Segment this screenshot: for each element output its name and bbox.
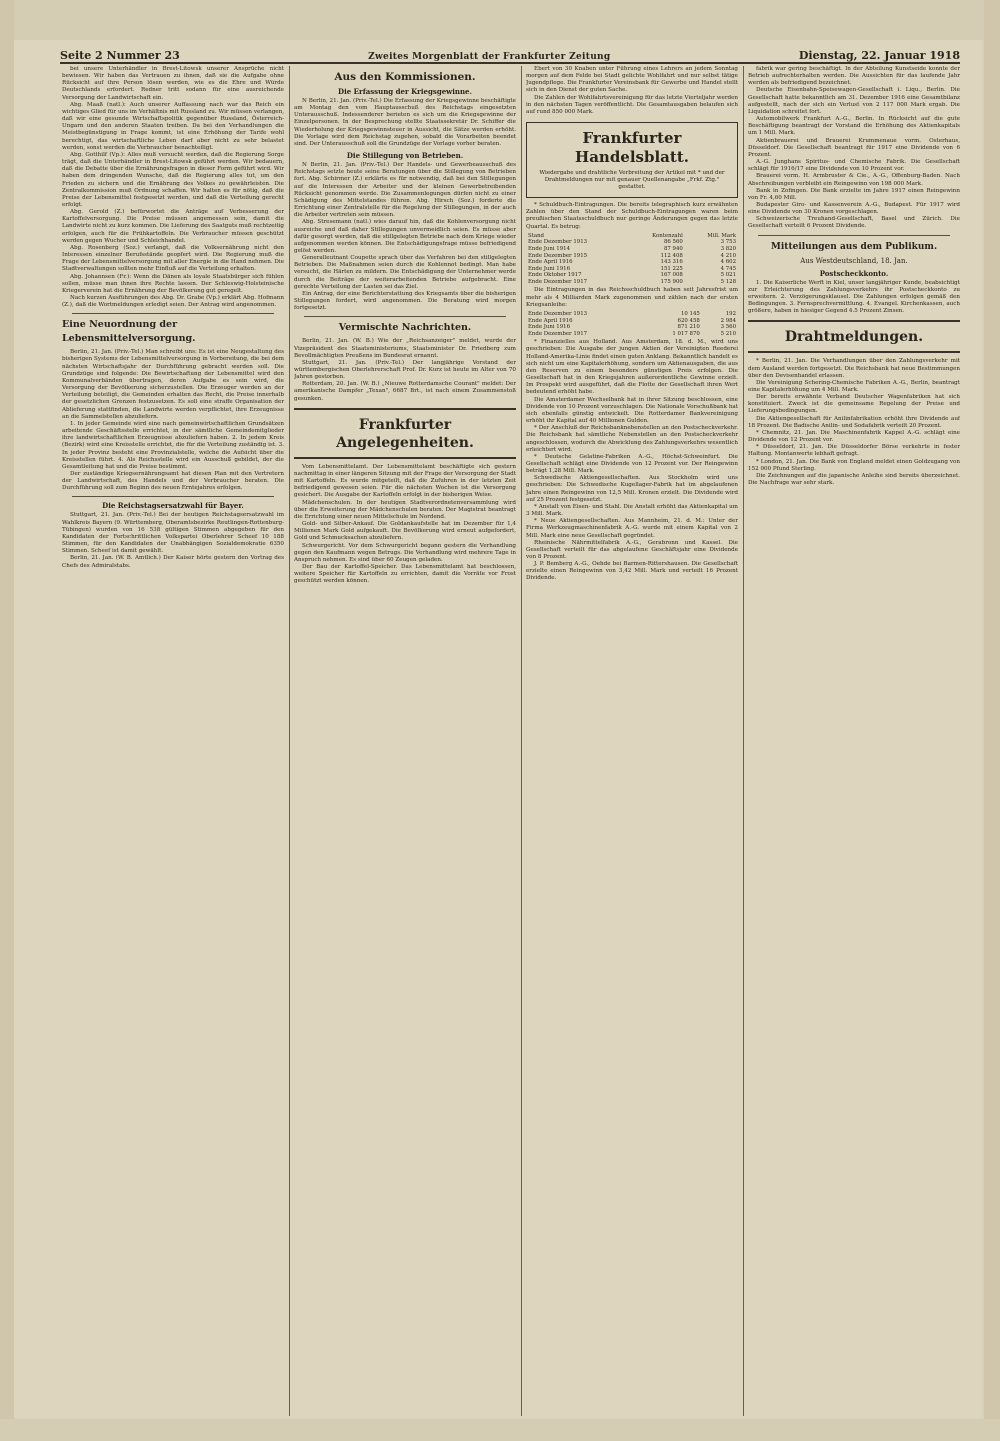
headline-mitteilungen: Mitteilungen aus dem Publikum. [770, 241, 938, 252]
table-cell: 167 008 [660, 272, 683, 279]
article-paragraph: Die Eintragungen in das Reichsschuldbuch haben seit Jahresfrist um mehr als 4 Milliarden Mark zugenommen und zählen nach der ersten Kriegsanleihe: [526, 287, 738, 308]
article-paragraph: * Finanzielles aus Holland. Aus Amsterdam, 18. d. M., wird uns geschrieben: Die Ausgabe der jungen Aktien der Vereinigten Reederei Holland-Amerika-Linie findet einen guten Anklang. Bekanntlich handelt es sich nicht um eine Kapitalerhöhung, sondern um Aktienausgaben, die aus den Reserven zu einem besonders günstigen Preis erfolgen. Die Gesellschaft hat in den Kriegsjahren außerordentliche Gewinne erzielt. Im Prospekt wird ausgeführt, daß die Flotte der Gesellschaft ihren Wert bedeutend erhöht habe. [526, 339, 738, 396]
table-cell: 10 145 [680, 310, 700, 317]
subheadline-postscheck: Postscheckkonto. [819, 268, 889, 278]
table-cell: 3 560 [720, 324, 736, 331]
article-paragraph: Gold- und Silber-Ankauf. Die Goldankaufstelle hat im Dezember für 1,4 Millionen Mark Gold aufgekauft. Die Bevölkerung wird erneut aufgefordert, Gold und Schmucksachen abzuliefern. [294, 521, 516, 542]
table-row [526, 331, 738, 338]
masthead: Zweites Morgenblatt der Frankfurter Zeitung [368, 52, 611, 62]
table-header-cell: Kontenzahl [652, 232, 683, 239]
headline-lebensmittel: Eine Neuordnung der Lebensmittelversorgung. [62, 319, 196, 345]
article-paragraph: Die Aktiengesellschaft für Anilinfabrikation erhöht ihre Dividende auf 18 Prozent. Die Badische Anilin- und Sodafabrik verteilt 20 Prozent. [748, 415, 960, 429]
page-bottom-margin [0, 1419, 1000, 1441]
table-row [526, 266, 738, 273]
table-row [526, 253, 738, 260]
article-paragraph: * Düsseldorf, 21. Jan. Die Düsseldorfer Börse verkehrte in fester Haltung. Montanwerte lebhaft gefragt. [748, 444, 960, 458]
article-paragraph: N Berlin, 21. Jan. (Priv.-Tel.) Die Erfassung der Kriegsgewinne beschäftigte am Montag den vom Hauptausschuß des Reichstags eingesetzten Unterausschuß. Indessenderer berieten es sich um die Kriegsgewinne der Einzelpersonen. In der Besprechung stellte Staatssekretär Dr. Schiffer die Wiederholung der Kriegsgewinnsteuer in Aussicht, die Sätze werden erhöht. Die Vorlage wird dem Reichstag zugehen, sobald die Vorarbeiten beendet sind. Der Unterausschuß soll die Grundzüge der Vorlage vorher beraten. [294, 98, 516, 147]
section-divider [304, 316, 506, 317]
table-cell: 4 602 [720, 259, 736, 266]
headline-drahtmeldungen: Drahtmeldungen. [784, 329, 924, 346]
column-2 [294, 66, 516, 1416]
article-paragraph: fabrik war gering beschäftigt. In der Abteilung Kunstseide konnte der Betrieb aufrechterhalten werden. Die Aussichten für das laufende Jahr werden als befriedigend bezeichnet. [748, 66, 960, 87]
table-cell: 4 210 [720, 252, 736, 259]
handelsblatt-banner [526, 122, 738, 198]
table-cell: 4 745 [720, 265, 736, 272]
article-paragraph: Stuttgart, 21. Jan. (Priv.-Tel.) Der langjährige Vorstand der württembergischen Oberlehrerschaft Prof. Dr. Kurz ist heute im Alter von 70 Jahren gestorben. [294, 359, 516, 381]
table-row [526, 279, 738, 286]
article-paragraph: * Deutsche Gelatine-Fabriken A.-G., Höchst-Schweinfurt. Die Gesellschaft schlägt eine Dividende von 12 Prozent vor. Der Reingewinn beträgt 1,28 Mill. Mark. [526, 453, 738, 475]
table-cell: 2 984 [720, 317, 736, 324]
table-cell: 192 [725, 310, 736, 317]
table-cell: 620 458 [677, 317, 700, 324]
handelsblatt-notice: Wiedergabe und drahtliche Verbreitung der Artikel mit * und der Drahtmeldungen nur mit genauer Quellenangabe „Frkf. Ztg." gestattet. [539, 170, 725, 191]
article-paragraph: Stuttgart, 21. Jan. (Priv.-Tel.) Bei der heutigen Reichstagsersatzwahl im Wahlkreis Bayern (9. Württemberg, Oberamtsbezirke Reutlingen-Rottenburg-Tübingen) wurden von 16 538 gültigen Stimmen abgegeben für den Kandidaten der Fortschrittlichen Volkspartei Oberlehrer Scheef 10 188 Stimmen, für den Kandidaten der Unabhängigen Sozialdemokratie 6350 Stimmen. Scheef ist damit gewählt. [62, 512, 284, 555]
table-cell: 3 820 [720, 245, 736, 252]
table-cell: Ende Dezember 1915 [528, 252, 588, 259]
section-divider [72, 313, 274, 314]
table-header-cell: Stand [528, 232, 544, 239]
article-paragraph: * Anstalt von Eisen- und Stahl. Die Anstalt erhöht das Aktienkapital um 3 Mill. Mark. [526, 503, 738, 518]
article-paragraph: * Berlin, 21. Jan. Die Verhandlungen über den Zahlungsverkehr mit dem Ausland werden fortgesetzt. Die Reichsbank hat neue Bestimmungen über den Devisenhandel erlassen. [748, 358, 960, 379]
headline-reichstag: Die Reichstagsersatzwahl für Bayer. [102, 501, 244, 511]
article-paragraph: J. P. Bemberg A.-G., Oehde bei Barmen-Rittershausen. Die Gesellschaft erzielte einen Reingewinn von 3,42 Mill. Mark und verteilt 16 Prozent Dividende. [526, 561, 738, 582]
article-paragraph: A.-G. Junghans Spiritus- und Chemische Fabrik. Die Gesellschaft schlägt für 1916/17 eine Dividende von 10 Prozent vor. [748, 159, 960, 173]
article-paragraph: Abg. Maaß (natl.): Auch unserer Auffassung nach war das Reich ein wichtiges Glied für uns im Verhältnis mit Russland zu. Wir müssen verlangen, daß wir eine gesunde Wirtschaftspolitik gegenüber Russland, Österreich-Ungarn und den anderen Staaten treiben. Da bei den Verhandlungen die Meistbegünstigung in Frage kommt, ist eine Erhöhung der Tarife wohl berechtigt, das wirtschaftliche Leben darf aber nicht zu sehr belastet werden, sonst werden die Verbraucher benachteiligt. [62, 101, 284, 151]
section-divider [748, 351, 960, 353]
table-cell: Ende Dezember 1917 [528, 330, 588, 337]
table-cell: 871 210 [677, 324, 700, 331]
article-paragraph: Abg. Johannsen (Fr.): Wenn die Dänen als loyale Staatsbürger sich fühlen sollen, müsse man ihnen ihre Rechte lassen. Der Schleswig-Holsteinische Kriegerverein hat die Ernährung der Bevölkerung gut geregelt. [62, 273, 284, 294]
section-divider [72, 496, 274, 497]
column-rule [521, 66, 522, 1416]
article-paragraph: Berlin, 21. Jan. (W. B. Amtlich.) Der Kaiser hörte gestern den Vortrag des Chefs des Admiralstabs. [62, 555, 284, 569]
table-cell: 3 753 [720, 239, 736, 246]
article-paragraph: Die Vereinigung Schering-Chemische Fabriken A.-G., Berlin, beantragt eine Kapitalerhöhung um 4 Mill. Mark. [748, 379, 960, 393]
table-row [526, 272, 738, 279]
page-right-edge [984, 0, 1000, 1441]
table-cell: Ende Juni 1916 [528, 265, 571, 272]
article-paragraph: Berlin, 21. Jan. (Priv.-Tel.) Man schreibt uns: Es ist eine Neugestaltung des bisherigen Systems der Lebensmittelversorgung in Vorbereitung, die bei dem nächsten Wirtschaftsjahr der Durchführung gebracht werden soll. Die Grundzüge sind folgende: Die Bewirtschaftung der Lebensmittel wird den Kommunalverbänden übertragen, deren Aufgabe es sein wird, die Versorgung der Bevölkerung sicherzustellen. Die Erzeuger werden an der Verteilung beteiligt, die Gemeinden erhalten das Recht, die Preise innerhalb der gesetzlichen Grenzen festzusetzen. Es soll eine straffe Organisation der Ablieferung stattfinden, die Landwirte werden verpflichtet, ihre Erzeugnisse an die Sammelstellen abzuliefern. [62, 349, 284, 420]
article-paragraph: Rotterdam, 20. Jan. (W. B.) „Nieuwe Rotterdamsche Courant" meldet: Der amerikanische Dampfer „Texan", 6687 Brt., ist nach einem Zusammenstoß gesunken. [294, 381, 516, 402]
article-paragraph: Ebert von 30 Knaben unter Führung eines Lehrers an jedem Sonntag morgen auf dem Felde bei Stadt gelichte Wohlfahrt und nur selbst tätige Jugendpflege. Die Frankfurter Vereinsbank für Gewerbe und Handel stellt sich in den Dienst der guten Sache. [526, 66, 738, 94]
article-paragraph: Deutsche Eisenbahn-Speisewagen-Gesellschaft i. Liqu., Berlin. Die Gesellschaft hatte bekanntlich am 31. Dezember 1916 eine Gesamtbilanz aufgestellt, nach der sich ein Verlust von 2 117 000 Mark ergab. Die Liquidation schreitet fort. [748, 87, 960, 115]
table-cell: Ende Dezember 1917 [528, 278, 588, 285]
mitteilungen-dateline: Aus Westdeutschland, 18. Jan. [800, 256, 908, 265]
table-row [526, 259, 738, 266]
article-paragraph: Die Zahlen der Wohlfahrtsvereinigung für das letzte Vierteljahr werden in den nächsten Tagen veröffentlicht. Die Gesamtausgaben belaufen sich auf rund 850 000 Mark. [526, 94, 738, 115]
article-paragraph: Nach kurzen Ausführungen des Abg. Dr. Grabe (Vp.) erklärt Abg. Hofmann (Z.), daß die Wortmeldungen erledigt seien. Der Antrag wird angenommen. [62, 295, 284, 309]
article-paragraph: * Der Anschluß der Reichsbanknebenstellen an den Postscheckverkehr. Die Reichsbank hat sämtliche Nebenstellen an den Postscheckverkehr angeschlossen, wodurch die Abwicklung des Zahlungsverkehrs wesentlich erleichtert wird. [526, 425, 738, 453]
page-top-margin [0, 0, 1000, 40]
headline-angelegenheiten: Frankfurter Angelegenheiten. [336, 416, 474, 451]
table-cell: 87 940 [663, 245, 683, 252]
article-paragraph: 1. Die Kaiserliche Werft in Kiel, unser langjähriger Kunde, beabsichtigt zur Erleichterung des Zahlungsverkehrs ihr Postscheckkonto zu erweitern. 2. Verzögerungsklausel. Die Zahlungen erfolgen gemäß den Bedingungen. 3. Fernsprechvermittlung. 4. Evangel. Kirchenkassen, auch größere, haben in hiesiger Gegend 4.5 Prozent Zinsen. [748, 279, 960, 315]
table-cell: 112 408 [660, 252, 683, 259]
table-cell: Ende Dezember 1913 [528, 310, 588, 317]
subheadline-kriegsgewinne: Die Erfassung der Kriegsgewinne. [338, 87, 472, 96]
table-cell: Ende Juni 1916 [528, 324, 571, 331]
section-divider [758, 235, 950, 236]
table-cell: 5 021 [720, 272, 736, 279]
article-paragraph: Rheinische Nährmittelfabrik A.-G., Gerabronn und Kassel. Die Gesellschaft verteilt für das abgelaufene Geschäftsjahr eine Dividende von 8 Prozent. [526, 539, 738, 560]
issue-date: Dienstag, 22. Januar 1918 [798, 49, 960, 62]
article-paragraph: * Chemnitz, 21. Jan. Die Maschinenfabrik Kappel A.-G. schlägt eine Dividende von 12 Prozent vor. [748, 429, 960, 444]
column-1 [62, 66, 284, 1416]
article-paragraph: Abg. Gotthilf (Vp.): Alles muß versucht werden, daß die Regierung Sorge trägt, daß die Unterhändler in Brest-Litowsk geführt werden. Wir bedauern, daß die Debatte über die Ernährungsfragen in dieser Form geführt wird. Wir haben dem dringenden Wunsche, daß die Regierung alles tut, um den Frieden zu sichern und die Ernährung des Volkes zu gewährleisten. Die Zentralkommission muß Ordnung schaffen. Wir halten es für nötig, daß die Preise der Lebensmittel festgesetzt werden, und daß die Verteilung gerecht erfolgt. [62, 151, 284, 208]
article-paragraph: Schweizerische Treuhand-Gesellschaft, Basel und Zürich. Die Gesellschaft verteilt 6 Prozent Dividende. [748, 216, 960, 230]
page-header [60, 44, 960, 64]
table-cell: 151 225 [660, 265, 683, 272]
table-cell: 5 210 [720, 330, 736, 337]
page-number: Seite 2 Nummer 23 [60, 49, 180, 62]
section-divider [294, 457, 516, 459]
table-cell: Ende April 1916 [528, 317, 573, 324]
table-row [526, 246, 738, 253]
article-paragraph: Automobilwerk Frankfurt A.-G., Berlin. In Rücksicht auf die gute Beschäftigung beantragt der Vorstand die Erhöhung des Aktienkapitals um 1 Mill. Mark. [748, 116, 960, 137]
article-paragraph: Der zuständige Kriegsernährungsamt hat diesen Plan mit den Vertretern der Landwirtschaft, des Handels und der Verbraucher beraten. Die Durchführung soll zum Beginn des neuen Erntejahres erfolgen. [62, 470, 284, 492]
table-cell: 143 316 [660, 259, 683, 266]
table-cell: Ende April 1916 [528, 259, 573, 266]
article-paragraph: Abg. Gerold (Z.) befürwortet die Anträge auf Verbesserung der Kartoffelversorgung. Die Preise müssen angemessen sein, damit die Landwirte nicht zu kurz kommen. Die Lieferung des Saatguts muß rechtzeitig erfolgen, auch für die Frühkartoffeln. Die Verbraucher müssen geschützt werden gegen Wucher und Schleichhandel. [62, 209, 284, 244]
article-paragraph: Abg. Rosenberg (Soz.) verlangt, daß die Volksernährung nicht den Interessen einzelner Berufsstände geopfert wird. Die Regierung muß die Frage der Lebensmittelversorgung mit aller Energie in die Hand nehmen. Die Stadtverwaltungen sollten mehr Einfluß auf die Verteilung erhalten. [62, 244, 284, 273]
headline-kommissionen: Aus den Kommissionen. [334, 71, 476, 83]
table-cell: 1 017 870 [672, 330, 700, 337]
article-paragraph: Schwurgericht. Vor dem Schwurgericht begann gestern die Verhandlung gegen den Kaufmann wegen Betrugs. Die Verhandlung wird mehrere Tage in Anspruch nehmen. Es sind über 60 Zeugen geladen. [294, 542, 516, 563]
article-paragraph: Ein Antrag, der eine Berichterstattung des Kriegsamts über die bisherigen Stillegungen fordert, wird angenommen. Die Beratung wird morgen fortgesetzt. [294, 290, 516, 312]
article-paragraph: Abg. Stresemann (natl.) wies darauf hin, daß die Kohlenversorgung nicht ausreiche und daß daher Stillegungen unvermeidlich seien. Es müsse aber dafür gesorgt werden, daß die stillgelegten Betriebe nach dem Kriege wieder aufgenommen werden können. Die Entschädigungsfrage müsse befriedigend gelöst werden. [294, 219, 516, 254]
article-paragraph: Mädchenschulen. In der heutigen Stadtverordnetenversammlung wird über die Erweiterung der Mädchenschulen beraten. Der Magistrat beantragt die Errichtung einer neuen Mittelschule im Nordend. [294, 499, 516, 520]
article-paragraph: Brauerei vorm. H. Armbruster & Cie., A.-G., Offenburg-Baden. Nach Abschreibungen verbleibt ein Reingewinn von 198 000 Mark. [748, 173, 960, 187]
article-paragraph: Die Amsterdamer Wechselbank hat in ihrer Sitzung beschlossen, eine Dividende von 10 Prozent vorzuschlagen. Die Nationale Vorschußbank hat sich ebenfalls günstig entwickelt. Die Rotterdamer Bankvereinigung erhöht ihr Kapital auf 40 Millionen Gulden. [526, 396, 738, 425]
article-paragraph: N Berlin, 21. Jan. (Priv.-Tel.) Der Handels- und Gewerbeausschuß des Reichstags setzte heute seine Beratungen über die Stillegung von Betrieben fort. Abg. Schirmer (Z.) erklärte es für notwendig, daß bei den Stillegungen auf die Interessen der Arbeiter und der kleinen Gewerbetreibenden Rücksicht genommen werde. Die Zusammenlegungen dürfen nicht zu einer Schädigung des Mittelstandes führen. Abg. Hirsch (Soz.) forderte die Errichtung einer Zentralstelle für die Regelung der Stillegungen, in der auch die Arbeiter vertreten sein müssen. [294, 162, 516, 219]
table-cell: 5 128 [720, 278, 736, 285]
table-cell: Ende Juni 1914 [528, 245, 571, 252]
article-paragraph: Generalleutnant Coupette sprach über das Verfahren bei den stillgelegten Betrieben. Die Maßnahmen seien durch die Kohlennot bedingt. Man habe versucht, die Härten zu mildern. Die Entschädigung der Unternehmer werde durch die Beiträge der weiterarbeitenden Betriebe aufgebracht. Eine gerechte Verteilung der Lasten sei das Ziel. [294, 255, 516, 290]
article-paragraph: Bank in Zofingen. Die Bank erzielte im Jahre 1917 einen Reingewinn von Fr. 4,60 Mill. [748, 187, 960, 201]
subheadline-stillegung: Die Stillegung von Betrieben. [346, 151, 464, 161]
article-paragraph: 1. In jeder Gemeinde wird eine nach gemeinwirtschaftlichen Grundsätzen arbeitende Geschäftsstelle errichtet, in der sämtliche Gemeindemitglieder ihre landwirtschaftlichen Erzeugnisse abzuliefern haben. 2. In jedem Kreis (Bezirk) wird eine Kreisstelle errichtet, die für die Verteilung zuständig ist. 3. In jeder Provinz besteht eine Provinzialstelle, welche die Aufsicht über die Kreisstellen führt. 4. Als Reichsstelle wird ein Ausschuß gebildet, der die Gesamtleitung hat und die Preise bestimmt. [62, 420, 284, 470]
column-rule [743, 66, 744, 1416]
table-row [526, 324, 738, 331]
article-paragraph: bei unsere Unterhändler in Brest-Litowsk unserer Ansprüche nicht bewiesen. Wir haben das Vertrauen zu ihnen, daß sie die Aufgabe ohne Rücksicht auf ihre Person lösen werden, wie es die Ehre und Würde Deutschlands erfordert. Redner tritt sodann für eine ausreichende Versorgung der Landwirtschaft ein. [62, 66, 284, 101]
article-paragraph: * London, 21. Jan. Die Bank von England meldet einen Goldzugang von 152 000 Pfund Sterling. [748, 458, 960, 472]
handelsblatt-title: Frankfurter Handelsblatt. [575, 129, 689, 167]
article-paragraph: Berlin, 21. Jan. (W. B.) Wie der „Reichsanzeiger" meldet, wurde der Vizepräsident des Staatsministeriums, Staatsminister Dr. Friedberg zum Bevollmächtigten Preußens im Bundesrat ernannt. [294, 338, 516, 359]
table-cell: 86 560 [663, 239, 683, 246]
table-header-cell: Mill. Mark [707, 232, 736, 239]
table-row [526, 318, 738, 325]
table-row [526, 311, 738, 318]
article-paragraph: Der Bau der Kartoffel-Speicher. Das Lebensmittelamt hat beschlossen, weitere Speicher für Kartoffeln zu errichten, damit die Vorräte vor Frost geschützt werden können. [294, 563, 516, 585]
article-paragraph: * Neue Aktiengesellschaften. Aus Mannheim, 21. d. M.: Unter der Firma Werkzeugmaschinenfabrik A.-G. wurde mit einem Kapital von 2 Mill. Mark eine neue Gesellschaft gegründet. [526, 518, 738, 539]
table-cell: Ende Dezember 1913 [528, 239, 588, 246]
schuldbuch-table [526, 233, 738, 286]
article-paragraph: Schwedische Aktiengesellschaften. Aus Stockholm wird uns geschrieben: Die Schwedische Kugellager-Fabrik hat im abgelaufenen Jahre einen Reingewinn von 12,5 Mill. Kronen erzielt. Die Dividende wird auf 25 Prozent festgesetzt. [526, 475, 738, 503]
article-paragraph: Aktienbrauerei und Brauerei Krummenaue vorm. Osterhaus, Düsseldorf. Die Gesellschaft beantragt für 1917 eine Dividende von 6 Prozent. [748, 137, 960, 158]
table-row [526, 239, 738, 246]
article-paragraph: Die Zeichnungen auf die japanische Anleihe sind bereits überzeichnet. Die Nachfrage war sehr stark. [748, 472, 960, 487]
column-3 [526, 66, 738, 1416]
article-paragraph: Der bereits erwähnte Verband Deutscher Wagenfabriken hat sich konstituiert. Zweck ist die gemeinsame Regelung der Preise und Lieferungsbedingungen. [748, 394, 960, 415]
table-cell: 175 900 [660, 278, 683, 285]
column-rule [289, 66, 290, 1416]
page-left-edge [0, 0, 14, 1441]
table-cell: Ende Oktober 1917 [528, 272, 582, 279]
section-divider [748, 320, 960, 322]
section-divider [294, 408, 516, 410]
article-paragraph: Vom Lebensmittelamt. Der Lebensmittelamt beschäftigte sich gestern nachmittag in einer längeren Sitzung mit der Frage der Versorgung der Stadt mit Kartoffeln. Es wurde mitgeteilt, daß die Zufuhren in der letzten Zeit befriedigend gewesen seien. Für die nächsten Wochen ist die Versorgung gesichert. Die Ausgabe der Kartoffeln erfolgt in der bisherigen Weise. [294, 463, 516, 499]
reichsschuldbuch-table [526, 311, 738, 337]
article-paragraph: Budapester Giro- und Kassenverein A.-G., Budapest. Für 1917 wird eine Dividende von 30 Kronen vorgeschlagen. [748, 201, 960, 216]
article-paragraph: * Schuldbuch-Eintragungen. Die bereits telegraphisch kurz erwähnten Zahlen über den Stand der Schuldbuch-Eintragungen waren beim preußischen Staatsschuldbuch nur geringe Änderungen gegen das letzte Quartal. Es betrug: [526, 202, 738, 230]
column-4 [748, 66, 960, 1416]
headline-vermischte: Vermischte Nachrichten. [338, 322, 472, 334]
